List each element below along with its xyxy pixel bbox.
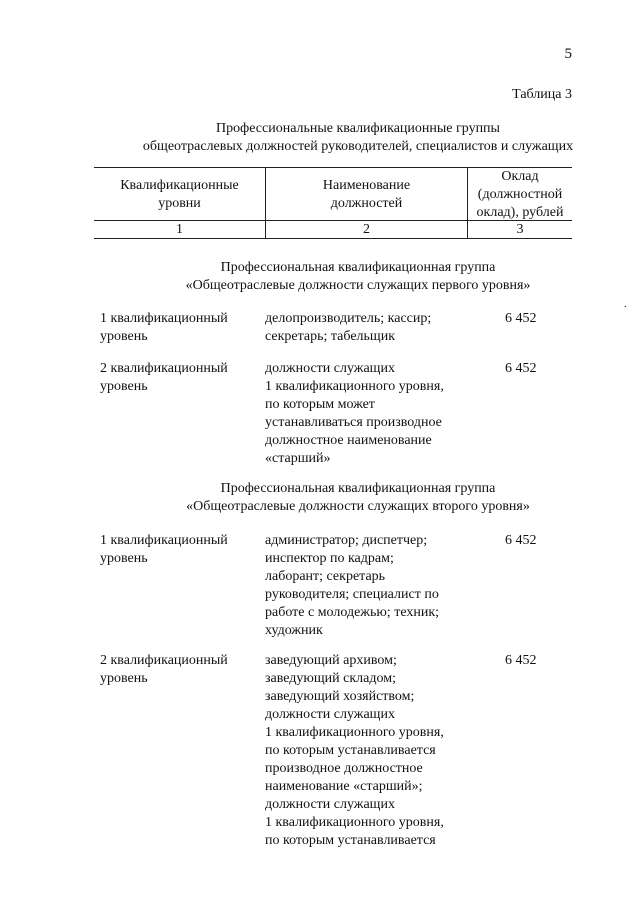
group-title-line: Профессиональная квалификационная группа: [220, 481, 496, 496]
level-text: 2 квалификационный: [100, 361, 228, 376]
position-text: работе с молодежью; техник;: [265, 605, 440, 620]
position-text: 1 квалификационного уровня,: [265, 815, 444, 830]
position-text: устанавливаться производное: [265, 415, 442, 430]
table-header: [94, 167, 572, 239]
header-text: уровни: [158, 196, 201, 211]
table-title: [100, 120, 616, 156]
position-text: производное должностное: [265, 761, 423, 776]
header-text: Квалификационные: [120, 178, 239, 193]
position-text: заведующий архивом;: [265, 653, 397, 668]
level-text: уровень: [100, 671, 148, 686]
title-line: Профессиональные квалификационные группы: [216, 121, 500, 136]
row-positions: [265, 310, 475, 346]
header-text: Наименование: [322, 178, 411, 193]
position-text: администратор; диспетчер;: [265, 533, 428, 548]
header-text: должностей: [330, 196, 403, 211]
row-level: [100, 360, 260, 396]
column-number: 2: [363, 222, 370, 237]
row-positions: [265, 532, 475, 640]
position-text: 1 квалификационного уровня,: [265, 379, 444, 394]
position-text: должности служащих: [265, 707, 395, 722]
group-title: [100, 480, 616, 516]
row-level: [100, 310, 260, 346]
position-text: заведующий хозяйством;: [265, 689, 415, 704]
level-text: 1 квалификационный: [100, 311, 228, 326]
position-text: по которым устанавливается: [265, 833, 436, 848]
row-salary: 6 452: [505, 653, 537, 668]
row-positions: [265, 360, 475, 468]
position-text: должности служащих: [265, 361, 395, 376]
position-text: заведующий складом;: [265, 671, 396, 686]
position-text: «старший»: [265, 451, 331, 466]
position-text: лаборант; секретарь: [265, 569, 386, 584]
row-salary: 6 452: [505, 533, 537, 548]
level-text: уровень: [100, 379, 148, 394]
level-text: уровень: [100, 329, 148, 344]
position-text: секретарь; табельщик: [265, 329, 395, 344]
header-text: (должностной: [477, 187, 563, 202]
column-number: 3: [516, 222, 524, 237]
position-text: делопроизводитель; кассир;: [265, 311, 432, 326]
page-number: 5: [564, 46, 572, 62]
table-label: Таблица 3: [512, 87, 572, 102]
header-col-names: [266, 177, 467, 213]
level-text: 2 квалификационный: [100, 653, 228, 668]
group-title-line: «Общеотраслевые должности служащих второго уровня»: [186, 499, 530, 514]
position-text: по которым может: [265, 397, 375, 412]
group-title: [100, 259, 616, 295]
row-salary: 6 452: [505, 311, 537, 326]
column-number: 1: [176, 222, 183, 237]
position-text: 1 квалификационного уровня,: [265, 725, 444, 740]
position-text: по которым устанавливается: [265, 743, 436, 758]
position-text: должностное наименование: [265, 433, 432, 448]
row-salary: 6 452: [505, 361, 537, 376]
position-text: инспектор по кадрам;: [265, 551, 394, 566]
position-text: руководителя; специалист по: [265, 587, 439, 602]
stray-mark: .: [624, 299, 627, 310]
level-text: 1 квалификационный: [100, 533, 228, 548]
row-level: [100, 652, 260, 688]
position-text: наименование «старший»;: [265, 779, 423, 794]
position-text: художник: [265, 623, 323, 638]
group-title-line: «Общеотраслевые должности служащих первого уровня»: [185, 278, 531, 293]
row-positions: [265, 652, 475, 850]
header-col-levels: [94, 177, 265, 213]
level-text: уровень: [100, 551, 148, 566]
title-line: общеотраслевых должностей руководителей, специалистов и служащих: [142, 139, 574, 154]
position-text: должности служащих: [265, 797, 395, 812]
header-col-salary: [468, 168, 572, 222]
header-text: оклад), рублей: [476, 205, 564, 220]
group-title-line: Профессиональная квалификационная группа: [220, 260, 496, 275]
row-level: [100, 532, 260, 568]
header-text: Оклад: [501, 169, 539, 184]
